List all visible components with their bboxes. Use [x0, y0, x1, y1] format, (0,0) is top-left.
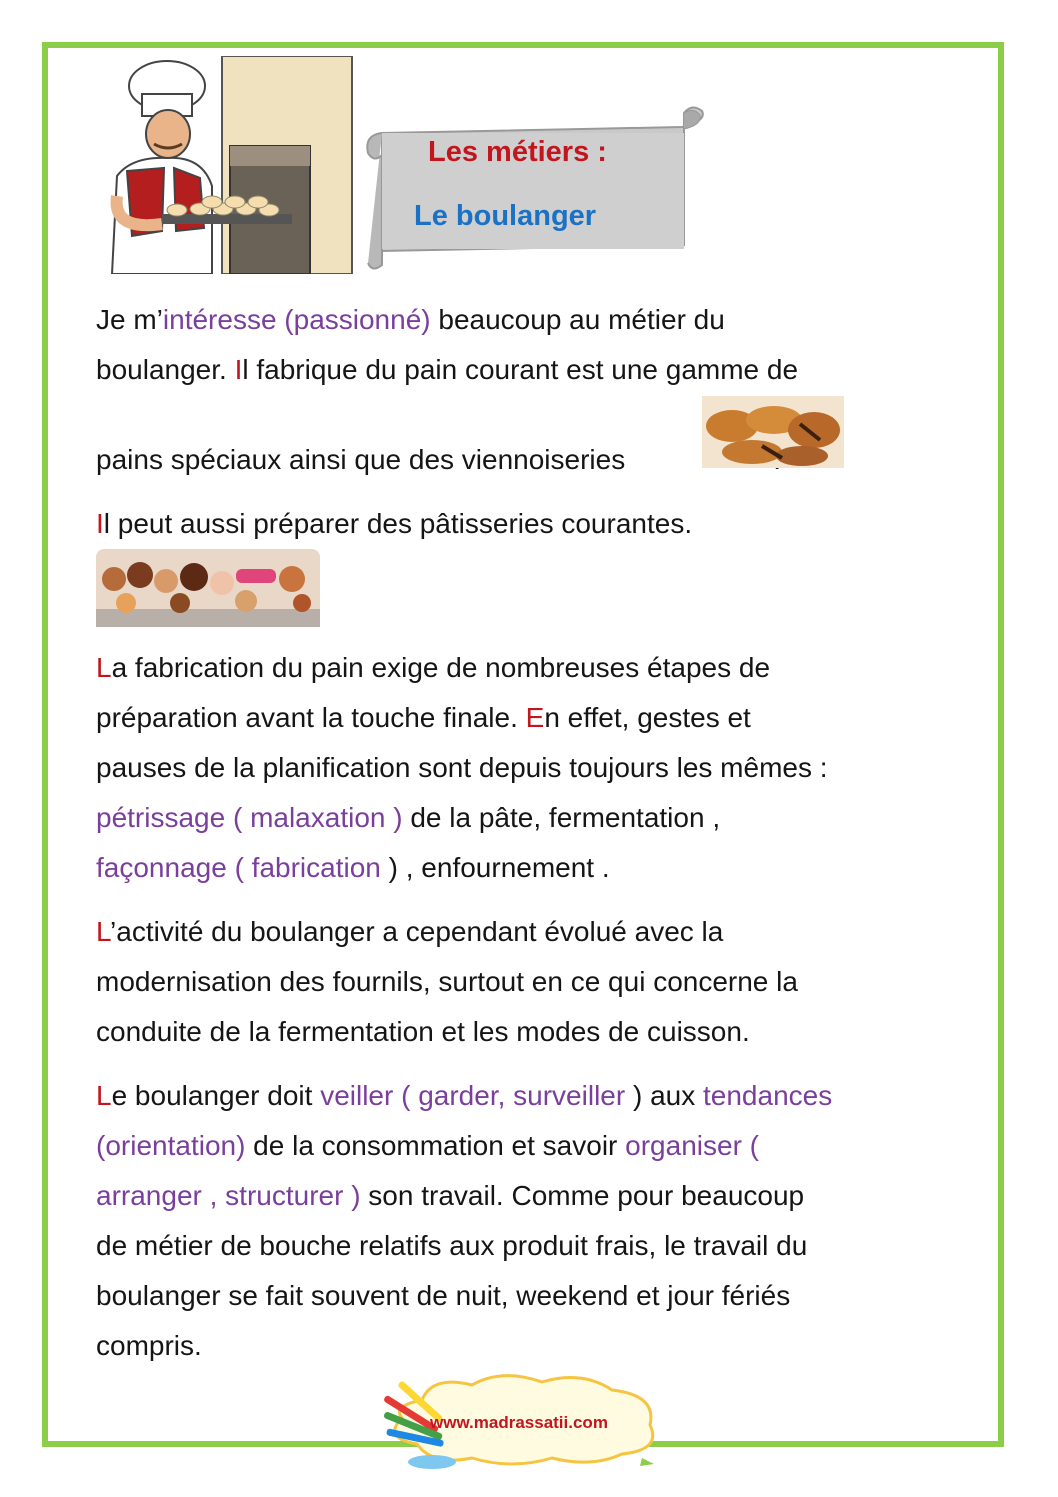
- text-line: façonnage ( fabrication ) , enfournement .: [96, 852, 610, 883]
- text-line: modernisation des fournils, surtout en ce qui concerne la: [96, 966, 798, 997]
- patisseries-photo: [96, 549, 320, 627]
- viennoiseries-photo: [702, 396, 844, 468]
- text-line: compris.: [96, 1330, 202, 1361]
- text-line: Le boulanger doit veiller ( garder, surveiller ) aux tendances: [96, 1080, 833, 1111]
- text-line: pains spéciaux ainsi que des viennoiseries: [96, 444, 626, 475]
- text-line: préparation avant la touche finale. En effet, gestes et: [96, 702, 751, 733]
- text-line: pauses de la planification sont depuis toujours les mêmes :: [96, 752, 828, 783]
- text-line: pétrissage ( malaxation ) de la pâte, fermentation ,: [96, 802, 721, 833]
- text-line: L’activité du boulanger a cependant évolué avec la: [96, 916, 724, 947]
- text-line: de métier de bouche relatifs aux produit frais, le travail du: [96, 1230, 808, 1261]
- text-line: Il peut aussi préparer des pâtisseries courantes.: [96, 508, 693, 539]
- text-line: Je m’intéresse (passionné) beaucoup au métier du: [96, 304, 725, 335]
- baker-illustration: [72, 56, 354, 274]
- text-line: arranger , structurer ) son travail. Comme pour beaucoup: [96, 1180, 805, 1211]
- footer-url: www.madrassatii.com: [430, 1413, 608, 1432]
- text-line: (orientation) de la consommation et savoir organiser (: [96, 1130, 759, 1161]
- text-line: boulanger. Il fabrique du pain courant est une gamme de: [96, 354, 799, 385]
- title-line-1: Les métiers :: [428, 136, 607, 168]
- text-line: La fabrication du pain exige de nombreuses étapes de: [96, 652, 771, 683]
- title-scroll: [362, 105, 712, 275]
- title-line-2: Le boulanger: [414, 200, 597, 232]
- text-line: conduite de la fermentation et les modes de cuisson.: [96, 1016, 750, 1047]
- text-line: boulanger se fait souvent de nuit, weekend et jour fériés: [96, 1280, 791, 1311]
